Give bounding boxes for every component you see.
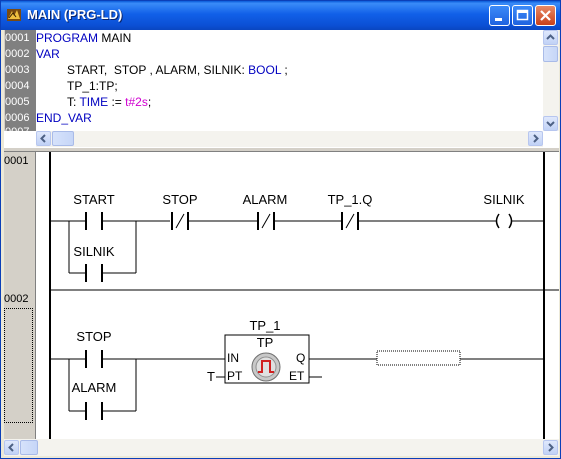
line-number: 0005 — [5, 94, 36, 110]
fb-output-q: Q — [296, 351, 306, 365]
scroll-down-button[interactable] — [543, 116, 558, 131]
window-title: MAIN (PRG-LD) — [27, 7, 123, 22]
line-number: 0007 — [5, 126, 36, 131]
network-number: 0002 — [4, 293, 29, 305]
scroll-thumb[interactable] — [52, 131, 74, 146]
terminator: ; — [281, 63, 288, 77]
maximize-icon — [513, 6, 532, 25]
contact-alarm-parallel[interactable] — [72, 380, 117, 420]
chevron-down-icon — [544, 117, 557, 130]
declaration-editor[interactable] — [4, 30, 559, 147]
pt-input-variable: T — [207, 369, 215, 384]
scroll-thumb[interactable] — [20, 440, 38, 455]
code-line-4[interactable] — [67, 78, 118, 94]
close-icon — [536, 6, 555, 25]
chevron-right-icon — [529, 132, 542, 145]
network-2 — [50, 318, 544, 420]
type-name: TIME — [79, 95, 109, 109]
contact-start[interactable] — [73, 192, 114, 230]
code-line-5[interactable] — [67, 94, 151, 110]
contact-label: ALARM — [71, 380, 117, 395]
ladder-diagram — [4, 152, 559, 439]
chevron-left-icon — [37, 132, 50, 145]
time-literal: t#2s — [125, 95, 148, 109]
scroll-left-button[interactable] — [4, 440, 19, 455]
network-number: 0001 — [4, 155, 29, 167]
contact-tp1q-negated[interactable] — [328, 192, 373, 230]
network-1 — [50, 192, 544, 282]
chevron-up-icon — [544, 31, 557, 44]
declaration-horizontal-scrollbar[interactable] — [36, 131, 543, 147]
variable-list: START, STOP , ALARM, SILNIK: — [67, 63, 249, 77]
chevron-left-icon — [5, 441, 18, 454]
ladder-horizontal-scrollbar[interactable] — [4, 439, 559, 456]
line-number: 0003 — [5, 62, 36, 78]
contact-label: ALARM — [242, 192, 288, 207]
line-number: 0004 — [5, 78, 36, 94]
code-line-3[interactable] — [67, 62, 288, 78]
fb-input-pt: PT — [227, 369, 243, 383]
scroll-thumb[interactable] — [543, 46, 558, 62]
minimize-icon — [490, 6, 509, 25]
coil-label: SILNIK — [483, 192, 525, 207]
coil-silnik[interactable] — [483, 192, 525, 228]
chevron-right-icon — [544, 441, 557, 454]
fb-type-name: TP — [256, 335, 274, 350]
keyword: PROGRAM — [36, 31, 99, 45]
fb-output-et: ET — [289, 369, 305, 383]
contact-stop-negated[interactable] — [162, 192, 197, 230]
scroll-left-button[interactable] — [36, 131, 51, 146]
maximize-button[interactable] — [512, 5, 533, 26]
contact-silnik-parallel[interactable] — [73, 244, 115, 282]
code-line-2[interactable] — [36, 46, 60, 62]
assign-op: := — [108, 95, 126, 109]
line-number: 0002 — [5, 46, 36, 62]
code-line-1[interactable] — [36, 30, 131, 46]
fb-input-in: IN — [227, 351, 239, 365]
contact-label: STOP — [76, 329, 112, 344]
fb-instance-name: TP_1 — [249, 318, 281, 333]
ladder-editor[interactable] — [4, 152, 559, 439]
close-button[interactable] — [535, 5, 556, 26]
tp-function-block[interactable] — [225, 318, 309, 383]
scroll-right-button[interactable] — [543, 440, 558, 455]
declaration-vertical-scrollbar[interactable] — [543, 30, 559, 131]
scroll-right-button[interactable] — [528, 131, 543, 146]
variable-name: T: — [67, 95, 80, 109]
line-number-gutter — [4, 30, 36, 138]
keyword: VAR — [36, 47, 60, 61]
type-name: BOOL — [248, 63, 282, 77]
title-bar[interactable] — [1, 1, 560, 30]
pulse-timer-icon — [252, 353, 280, 381]
line-number: 0001 — [5, 30, 36, 46]
contact-label: TP_1.Q — [327, 192, 373, 207]
terminator: ; — [147, 95, 152, 109]
program-name: MAIN — [98, 31, 132, 45]
contact-stop[interactable] — [76, 329, 111, 368]
code-line-6[interactable] — [36, 110, 92, 126]
fb-declaration: TP_1:TP; — [67, 79, 118, 93]
minimize-button[interactable] — [489, 5, 510, 26]
line-number: 0006 — [5, 110, 36, 126]
empty-coil-placeholder[interactable] — [377, 351, 460, 365]
contact-label: START — [73, 192, 115, 207]
codesys-app-icon — [6, 7, 22, 23]
contact-label: SILNIK — [73, 244, 115, 259]
scroll-up-button[interactable] — [543, 30, 558, 45]
contact-alarm-negated[interactable] — [243, 192, 288, 230]
contact-label: STOP — [162, 192, 198, 207]
keyword: END_VAR — [36, 111, 92, 125]
